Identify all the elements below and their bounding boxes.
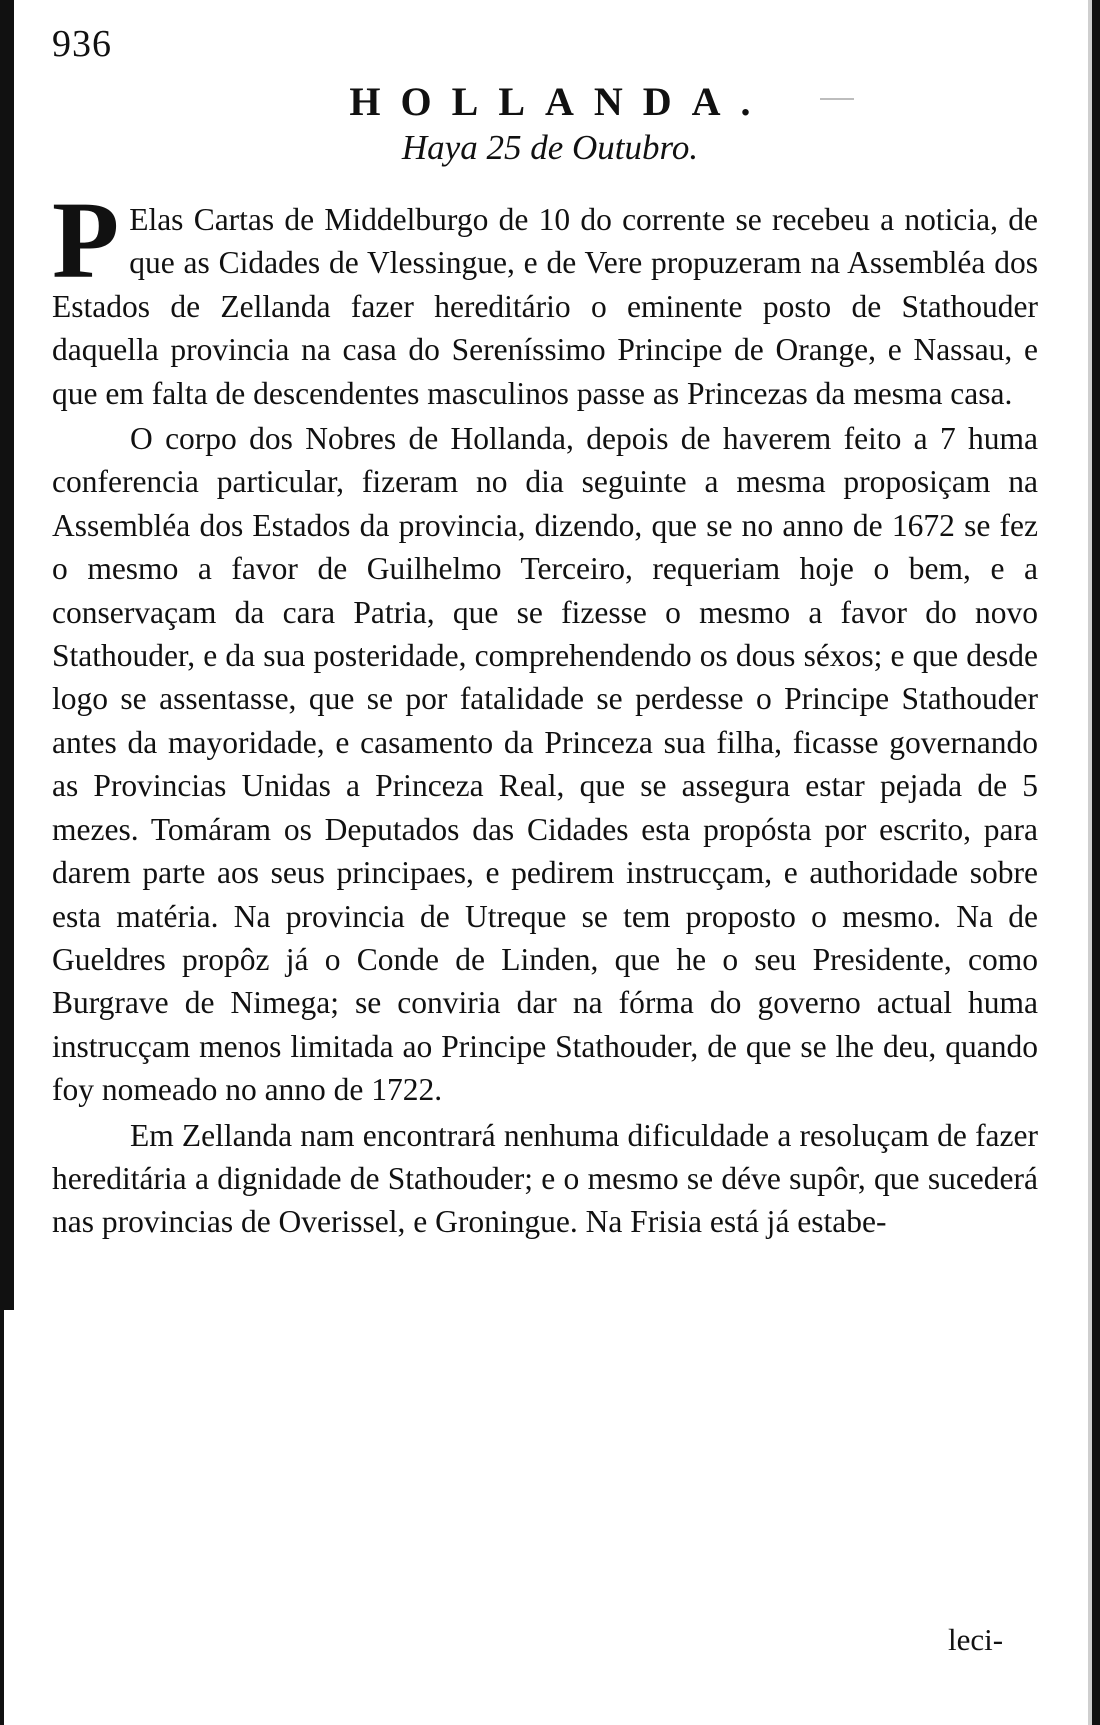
paragraph-text: Em Zellanda nam encontrará nenhuma dificuldade a resoluçam de fazer hereditária a dignidade de Stathouder; e o mesmo se déve supôr, que sucederá nas provincias de Overissel, e Groningue. Na Frisia está já estabe- — [52, 1117, 1038, 1240]
paragraph-3 — [52, 1114, 1038, 1244]
paragraph-1 — [52, 179, 1038, 415]
dateline: Haya 25 de Outubro. — [401, 128, 699, 167]
section-title: HOLLANDA. — [349, 79, 771, 124]
paragraph-text: Elas Cartas de Middelburgo de 10 do corrente se recebeu a noticia, de que as Cidades de Vlessingue, e de Vere propuzeram na Assembléa dos Estados de Zellanda fazer hereditário o eminente posto de Stathouder daquella provincia na casa do Sereníssimo Principe de Orange, e Nassau, e que em falta de descendentes masculinos passe as Princezas da mesma casa. — [52, 202, 1038, 411]
paragraph-2 — [52, 417, 1038, 1112]
paragraph-text: O corpo dos Nobres de Hollanda, depois de haverem feito a 7 huma conferencia particular, fizeram no dia seguinte a mesma proposiçam na Assembléa dos Estados da provincia, dizendo, que se no anno de 1672 se fez o mesmo a favor de Guilhelmo Terceiro, requeriam hoje o bem, e a conservaçam da cara Patria, que se fizesse o mesmo a favor do novo Stathouder, e da sua posteridade, comprehendendo os dous séxos; e que desde logo se assentasse, que se por fatalidade se perdesse o Principe Stathouder antes da mayoridade, e casamento da Princeza sua filha, ficasse governando as Provincias Unidas a Princeza Real, que se assegura estar pejada de 5 mezes. Tomáram os Deputados das Cidades esta propósta por escrito, para darem parte aos seus principaes, e pedirem instrucçam, e authoridade sobre esta matéria. Na provincia de Utreque se tem proposto o mesmo. Na de Gueldres propôz já o Conde de Linden, que he o seu Presidente, como Burgrave de Nimega; se conviria dar na fórma do governo actual huma instrucçam menos limitada ao Principe Stathouder, de que se lhe deu, quando foy nomeado no anno de 1722. — [52, 421, 1038, 1108]
article-body — [52, 179, 1038, 1244]
page-number: 936 — [52, 23, 112, 65]
drop-cap: P — [52, 179, 120, 301]
page-binding-shadow — [0, 0, 14, 1310]
page-binding-shadow-lower — [0, 1310, 4, 1725]
catchword: leci- — [948, 1622, 1004, 1657]
page-edge — [1092, 0, 1100, 1725]
